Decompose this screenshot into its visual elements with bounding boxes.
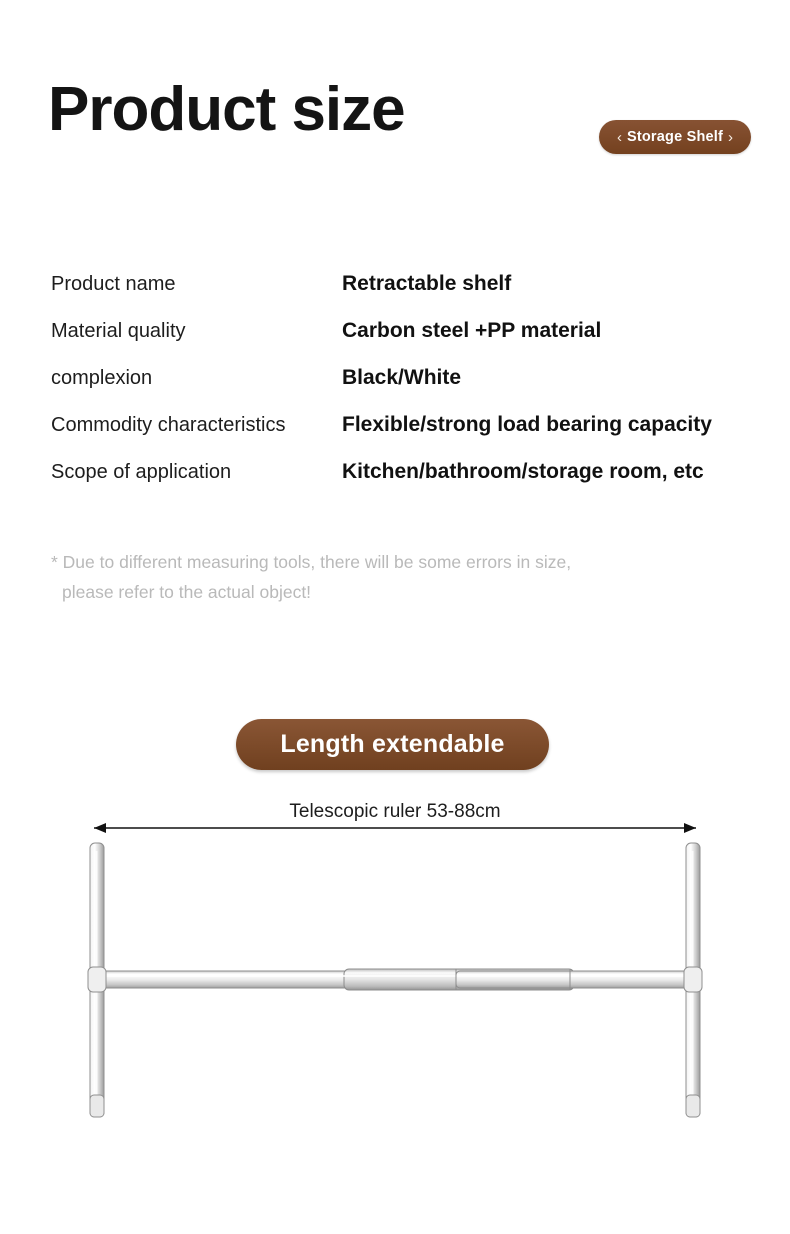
measurement-note-line-2: please refer to the actual object! — [62, 582, 312, 602]
spec-label: Scope of application — [51, 461, 232, 483]
telescopic-horizontal-bar — [100, 969, 688, 990]
spec-value: Retractable shelf — [342, 272, 512, 295]
shelf-schematic-svg — [0, 795, 790, 1155]
spec-value: Black/White — [342, 366, 462, 389]
product-dimension-diagram — [0, 795, 790, 1155]
measurement-note — [51, 547, 751, 607]
table-row — [51, 319, 766, 366]
spec-value: Flexible/strong load bearing capacity — [342, 413, 712, 436]
telescopic-ruler-caption: Telescopic ruler 53-88cm — [289, 801, 501, 822]
table-row — [51, 366, 766, 413]
chevron-left-icon: ‹ — [616, 128, 622, 146]
table-row — [51, 413, 766, 460]
product-spec-table — [51, 272, 766, 507]
spec-label: complexion — [51, 367, 153, 389]
spec-value: Kitchen/bathroom/storage room, etc — [342, 460, 704, 483]
length-extendable-badge — [236, 719, 549, 770]
page-title: Product size — [48, 75, 405, 144]
storage-shelf-badge[interactable] — [599, 120, 751, 154]
spec-label: Material quality — [51, 320, 186, 342]
measurement-note-line-1: * Due to different measuring tools, there will be some errors in size, — [51, 552, 572, 572]
spec-label: Product name — [51, 273, 176, 295]
storage-shelf-badge-label: Storage Shelf — [626, 129, 724, 145]
length-extendable-label: Length extendable — [280, 730, 505, 758]
chevron-right-icon: › — [728, 128, 734, 146]
table-row — [51, 272, 766, 319]
width-dimension-arrow — [94, 823, 696, 833]
spec-value: Carbon steel +PP material — [342, 319, 602, 342]
page-header — [0, 76, 790, 186]
spec-label: Commodity characteristics — [51, 414, 286, 436]
table-row — [51, 460, 766, 507]
